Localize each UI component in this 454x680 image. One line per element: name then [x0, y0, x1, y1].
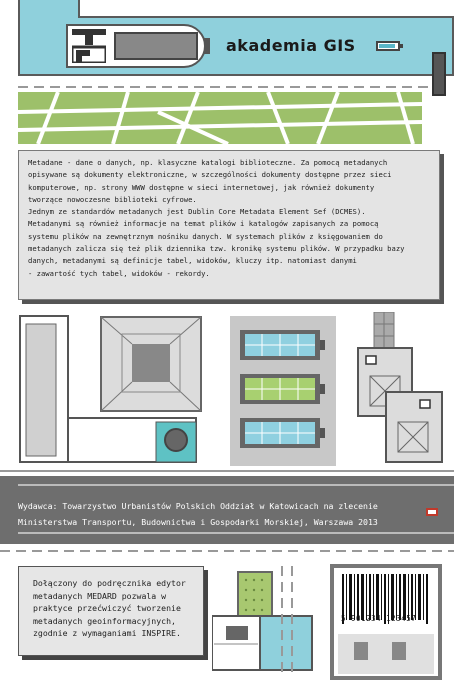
battery-cap [400, 44, 403, 48]
note-line: Dołączony do podręcznika edytor [33, 578, 186, 588]
banner-stripe [18, 484, 454, 486]
metadata-line: Jednym ze standardów metadanych jest Dublin Core Metadata Element Sef (DCMES). [28, 207, 366, 217]
dashed-rail-bottom [0, 548, 454, 554]
note-line: metadanych MEDARD pozwala w [33, 590, 167, 601]
publisher-line-2: Ministerstwa Transportu, Budownictwa i Gospodarki Morskiej, Warszawa 2013 [18, 517, 378, 527]
record-icon [426, 508, 438, 516]
dashed-rail [18, 82, 432, 92]
publisher-line-1: Wydawca: Towarzystwo Urbanistów Polskich Oddział w Katowicach na zlecenie [18, 501, 378, 511]
tp-logo-icon [72, 29, 106, 63]
metadata-line: danych, metadanymi są definicje tabel, widoków, kluczy itp. natomiast danymi [28, 256, 357, 266]
map-roads-icon [18, 92, 422, 144]
publisher-text [18, 498, 378, 530]
battery-fill [379, 44, 395, 48]
metadata-line: tworzące nowoczesne biblioteki cyfrowe. [28, 194, 197, 204]
metadata-line: komputerowe, np. strony WWW dostępne w sieci internetowej, jak również dokumenty [28, 182, 375, 192]
logo-handle [204, 38, 210, 54]
scroll-handle[interactable] [432, 52, 446, 96]
dashed-separator [278, 566, 298, 676]
logo-screen [114, 32, 198, 60]
header-tab [78, 0, 454, 18]
barcode-number: 5 901234 123457 [341, 614, 417, 623]
server-racks-icon [230, 316, 336, 466]
banner-stripe [18, 532, 454, 534]
stacked-crates-icon [356, 312, 446, 468]
note-line: zgodnie z wymaganiami INSPIRE. [33, 628, 181, 638]
app-title: akademia GIS [226, 36, 356, 55]
banner-rail-top [0, 470, 454, 472]
metadata-line: - zawartość tych tabel, widoków - rekordy. [28, 268, 210, 278]
map-strip [18, 92, 422, 144]
roof-plan-icon [100, 316, 202, 412]
metadata-line: Metadane - dane o danych, np. klasyczne katalogi biblioteczne. Za pomocą metadanych [28, 158, 388, 167]
note-line: metadanych geoinformacyjnych, [33, 615, 176, 626]
metadata-line: metadanych zalicza się też plik dziennika tzw. kronikę systemu plików. W przypadku bazy [28, 244, 405, 254]
metadata-line: Metadanymi są również informacje na temat plików i katalogów zapisanych za pomocą [28, 219, 379, 229]
metadata-line: opisywane są dokumenty elektroniczne, w szczególności dokumenty dostępne przez sieci [28, 170, 392, 180]
metadata-description [18, 150, 440, 300]
editor-note [18, 566, 204, 656]
metadata-line: systemu plików na zewnętrznym nośniku danych. W systemach plików z księgowaniem do [28, 231, 383, 241]
device-illustration [212, 568, 314, 674]
note-line: praktyce przećwiczyć tworzenie [33, 603, 181, 613]
